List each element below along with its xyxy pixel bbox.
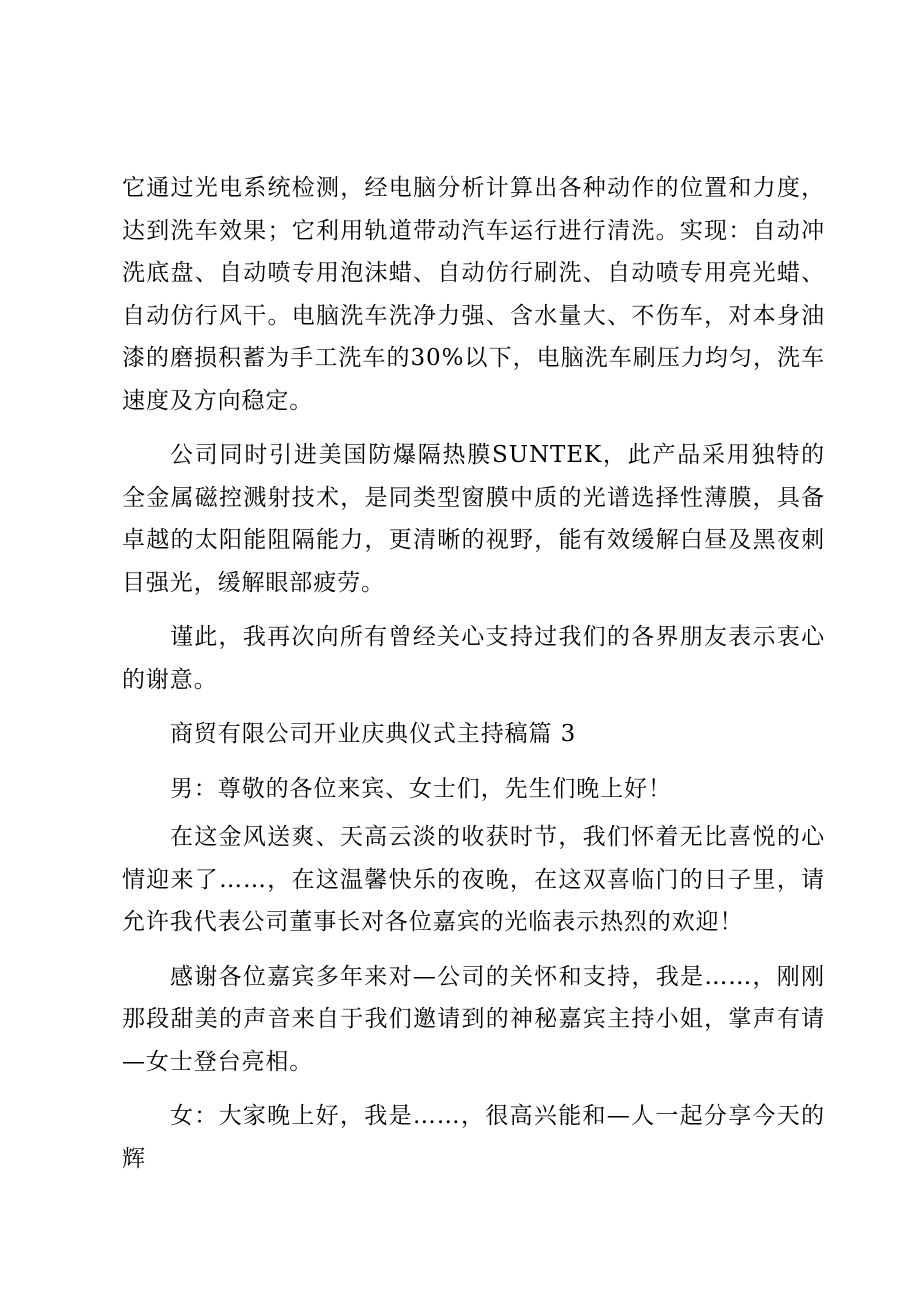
paragraph-thanks: 谨此，我再次向所有曾经关心支持过我们的各界朋友表示衷心的谢意。: [122, 624, 825, 693]
paragraph-car-wash-tech: 它通过光电系统检测，经电脑分析计算出各种动作的位置和力度，达到洗车效果；它利用轨道带动汽车运行进行清洗。实现：自动冲洗底盘、自动喷专用泡沫蜡、自动仿行刷洗、自动喷专用亮光蜡、自动仿行风干。电脑洗车洗净力强、含水量大、不伤车，对本身油漆的磨损积蓄为手工洗车的30%以下，电脑洗车刷压力均匀，洗车速度及方向稳定。: [122, 175, 825, 414]
paragraph-welcome: 在这金风送爽、天高云淡的收获时节，我们怀着无比喜悦的心情迎来了……，在这温馨快乐的夜晚，在这双喜临门的日子里，请允许我代表公司董事长对各位嘉宾的光临表示热烈的欢迎！: [122, 824, 825, 935]
paragraph-male-host-greeting: 男：尊敬的各位来宾、女士们，先生们晚上好！: [170, 775, 672, 802]
paragraph-female-host-greeting: 女：大家晚上好，我是……，很高兴能和—人一起分享今天的辉: [122, 1103, 825, 1172]
section-heading: 商贸有限公司开业庆典仪式主持稿篇 3: [170, 721, 577, 747]
paragraph-introduce-host: 感谢各位嘉宾多年来对—公司的关怀和支持，我是……，刚刚那段甜美的声音来自于我们邀请到的神秘嘉宾主持小姐，掌声有请—女士登台亮相。: [122, 963, 825, 1075]
document-body: [122, 167, 825, 1192]
paragraph-suntek-film: 公司同时引进美国防爆隔热膜SUNTEK，此产品采用独特的全金属磁控溅射技术，是同类型窗膜中质的光谱选择性薄膜，具备卓越的太阳能阻隔能力，更清晰的视野，能有效缓解白昼及黑夜刺目强光，缓解眼部疲劳。: [122, 442, 825, 596]
